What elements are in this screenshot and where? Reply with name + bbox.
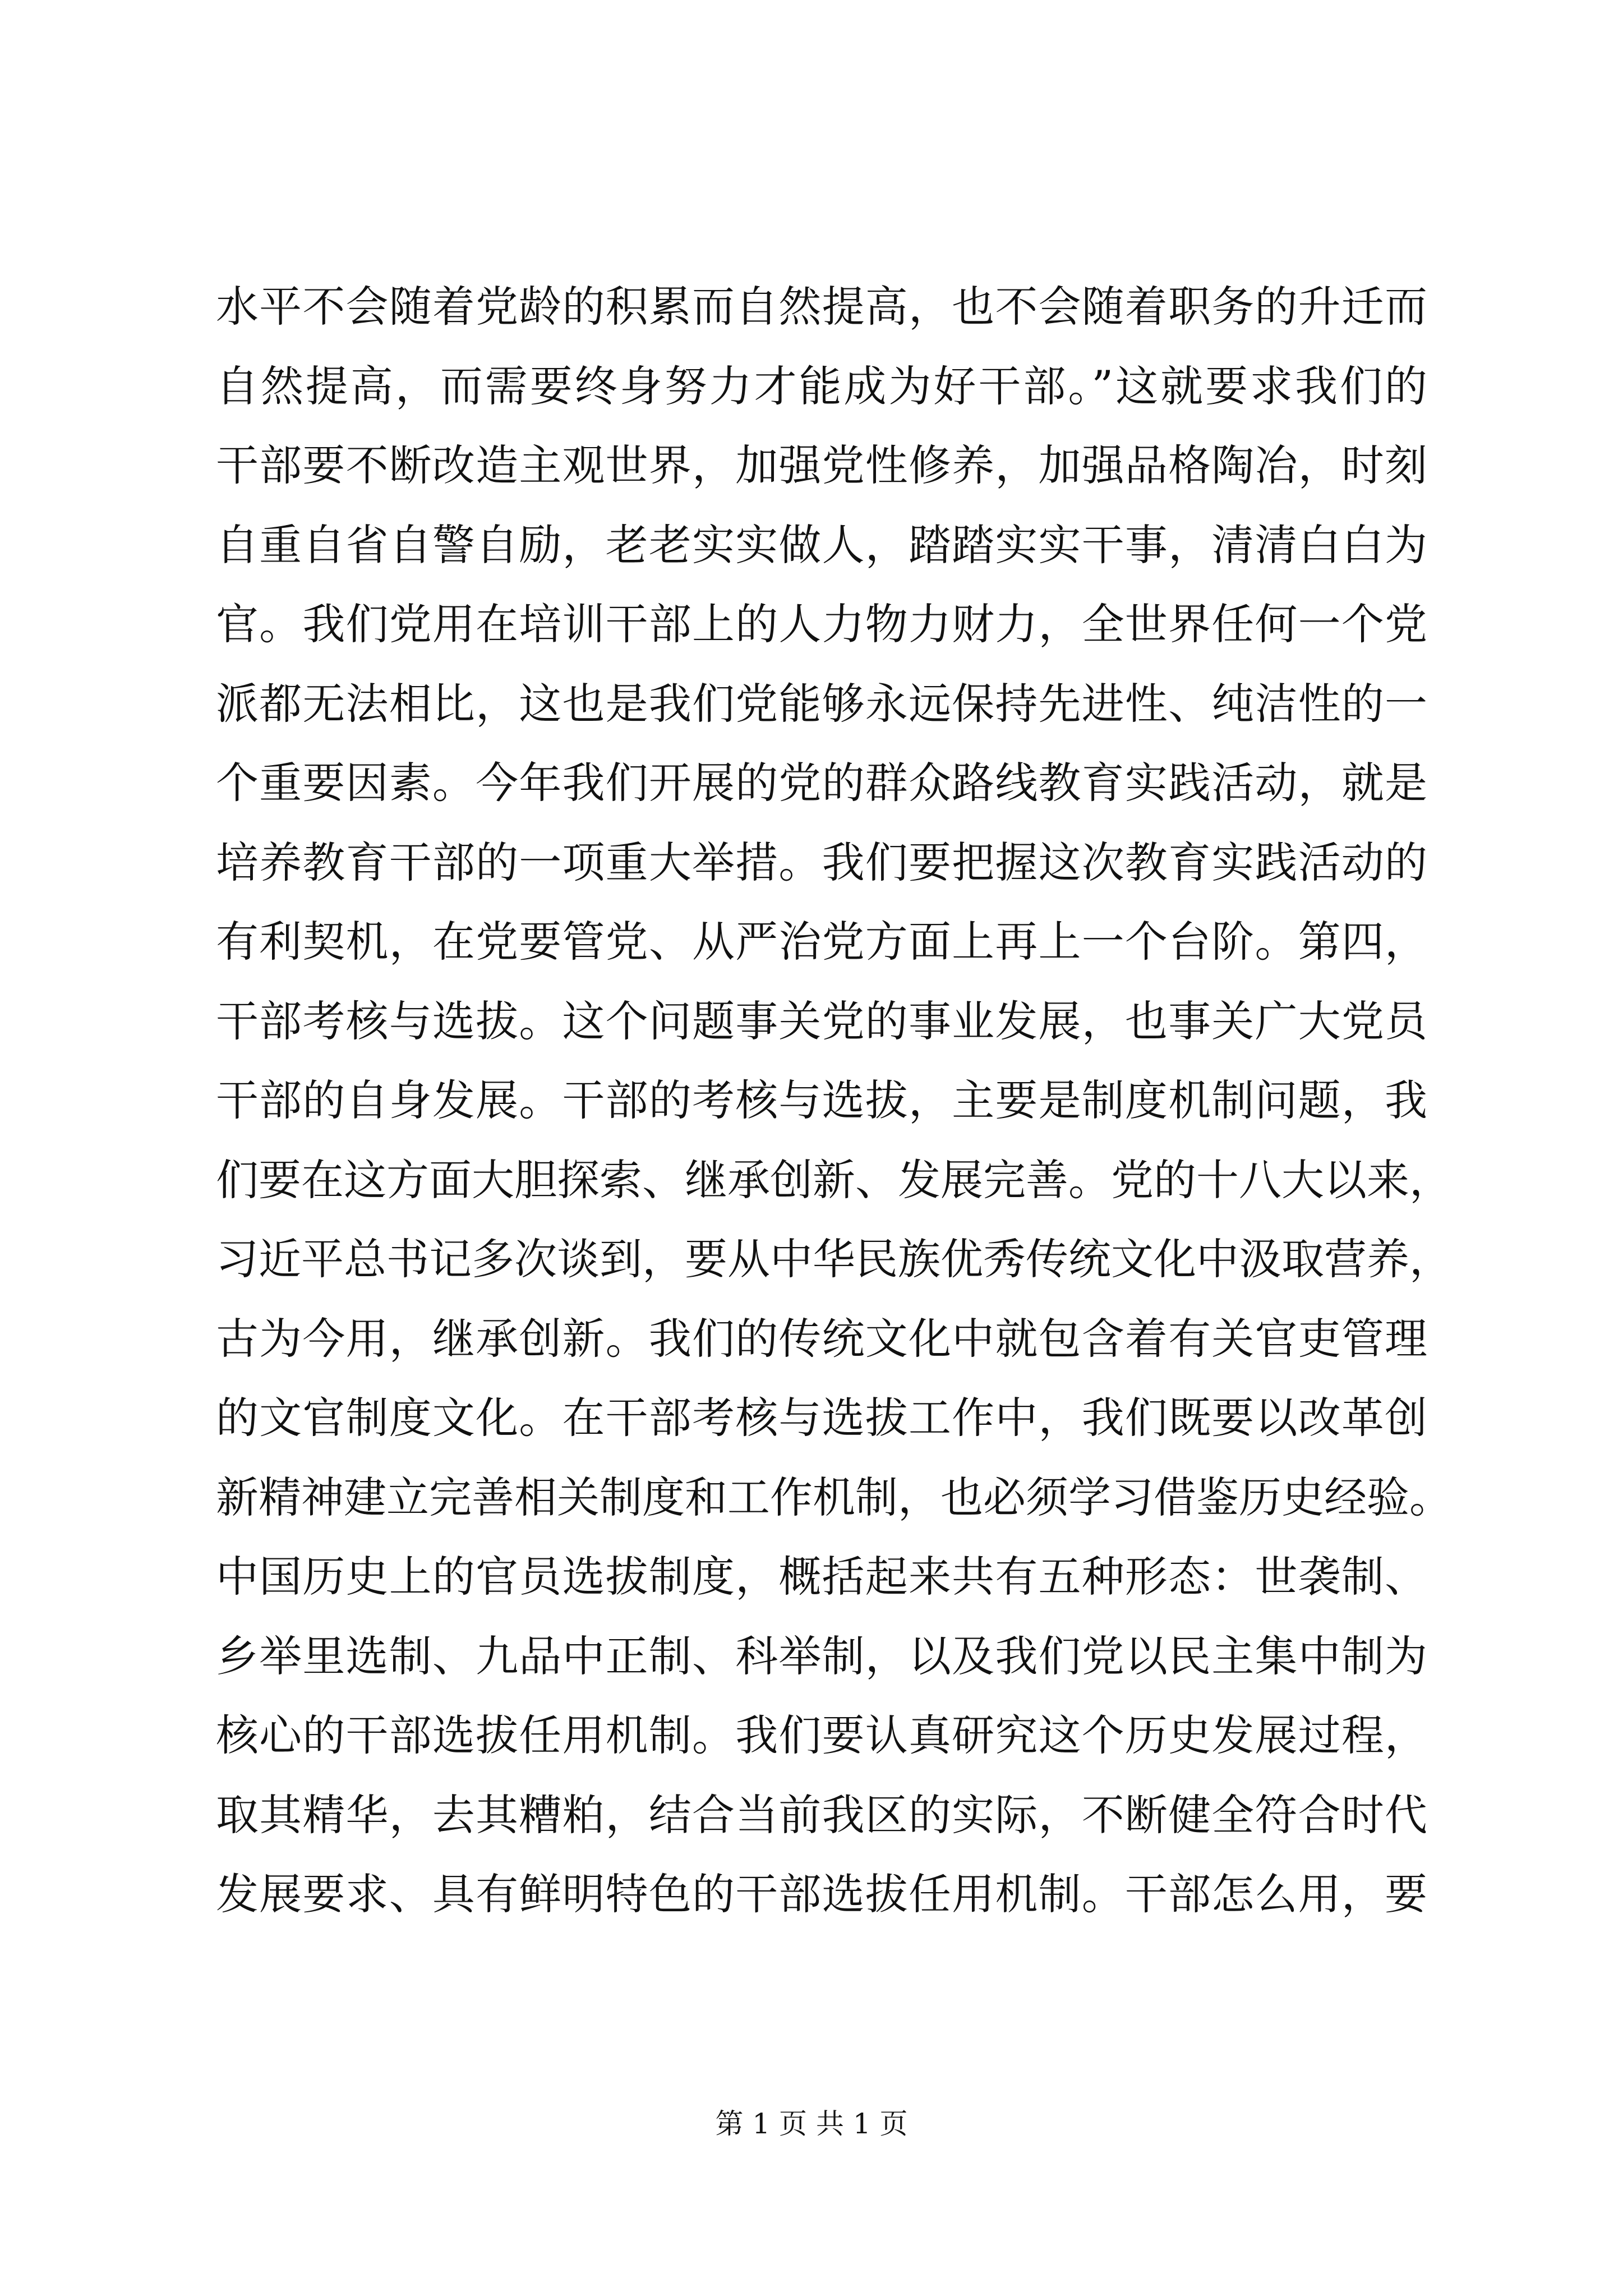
text-line: 官。我们党用在培训干部上的人力物力财力，全世界任何一个党 <box>216 599 1427 649</box>
text-line: 新精神建立完善相关制度和工作机制，也必须学习借鉴历史经验。 <box>216 1472 1452 1522</box>
text-line: 个重要因素。今年我们开展的党的群众路线教育实践活动，就是 <box>216 758 1427 808</box>
text-line: 干部要不断改造主观世界，加强党性修养，加强品格陶冶，时刻 <box>216 440 1427 490</box>
text-line: 自重自省自警自励，老老实实做人，踏踏实实干事，清清白白为 <box>216 519 1427 570</box>
body-text <box>216 267 1452 1934</box>
page-footer: 第 1 页 共 1 页 <box>715 2108 908 2140</box>
text-line: 发展要求、具有鲜明特色的干部选拔任用机制。干部怎么用，要 <box>216 1869 1427 1919</box>
text-line: 乡举里选制、九品中正制、科举制，以及我们党以民主集中制为 <box>216 1631 1427 1681</box>
text-line: 取其精华，去其糟粕，结合当前我区的实际，不断健全符合时代 <box>216 1789 1427 1840</box>
text-line: 们要在这方面大胆探索、继承创新、发展完善。党的十八大以来， <box>216 1154 1452 1205</box>
text-line: 中国历史上的官员选拔制度，概括起来共有五种形态：世袭制、 <box>216 1552 1427 1602</box>
text-line: 的文官制度文化。在干部考核与选拔工作中，我们既要以改革创 <box>216 1393 1427 1443</box>
text-line: 培养教育干部的一项重大举措。我们要把握这次教育实践活动的 <box>216 837 1427 887</box>
text-line: 干部考核与选拔。这个问题事关党的事业发展，也事关广大党员 <box>216 996 1427 1046</box>
text-line: 有利契机，在党要管党、从严治党方面上再上一个台阶。第四， <box>216 917 1427 967</box>
text-line: 核心的干部选拔任用机制。我们要认真研究这个历史发展过程， <box>216 1710 1427 1760</box>
text-line: 习近平总书记多次谈到，要从中华民族优秀传统文化中汲取营养， <box>216 1234 1452 1284</box>
text-line: 自然提高，而需要终身努力才能成为好干部。”这就要求我们的 <box>216 361 1427 411</box>
text-line: 古为今用，继承创新。我们的传统文化中就包含着有关官吏管理 <box>216 1313 1427 1364</box>
text-line: 水平不会随着党龄的积累而自然提高，也不会随着职务的升迁而 <box>216 282 1427 332</box>
text-line: 派都无法相比，这也是我们党能够永远保持先进性、纯洁性的一 <box>216 678 1427 729</box>
text-line: 干部的自身发展。干部的考核与选拔，主要是制度机制问题，我 <box>216 1075 1427 1125</box>
